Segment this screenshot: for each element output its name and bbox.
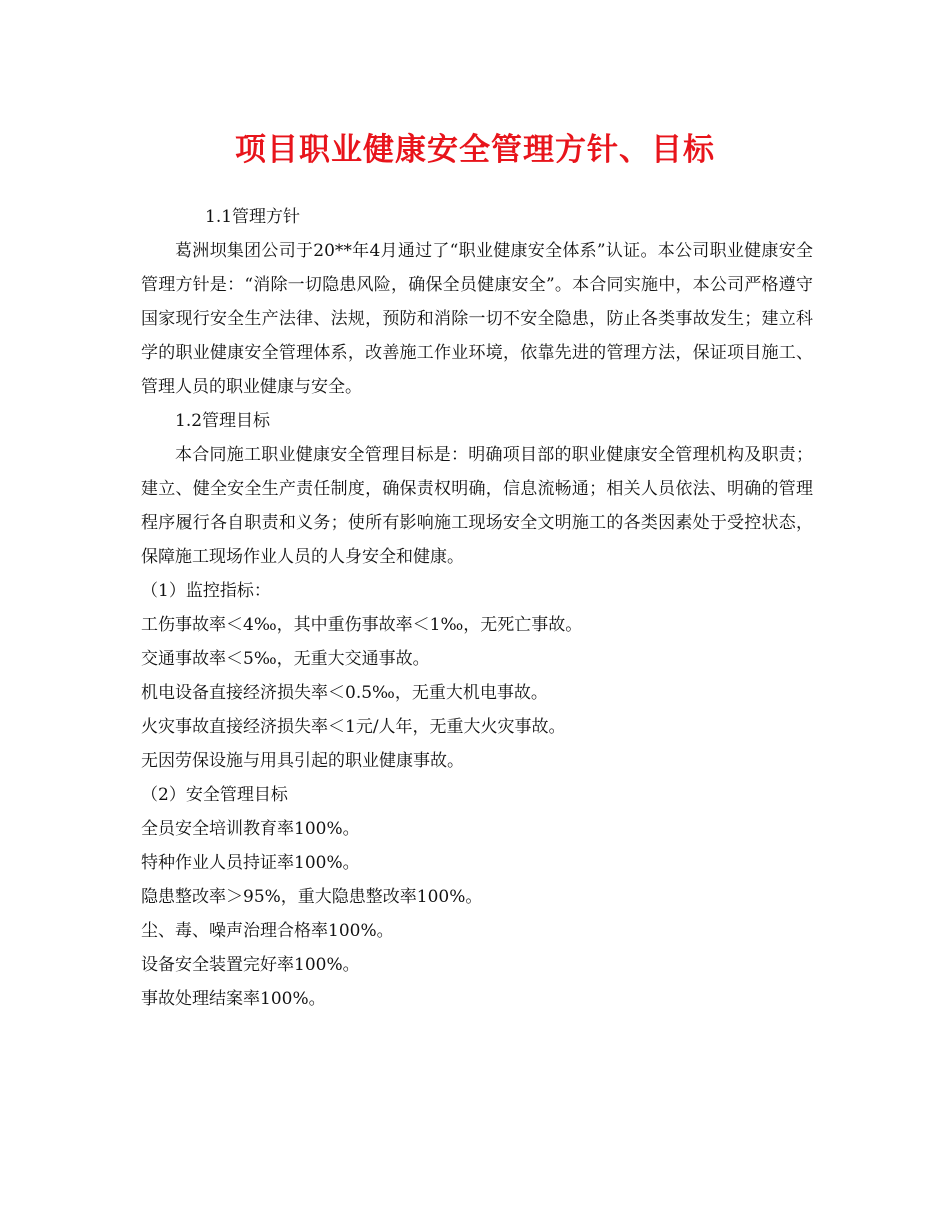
safety-targets-heading: （2）安全管理目标 — [141, 785, 288, 805]
safety-target-item: 全员安全培训教育率100%。 — [141, 819, 360, 839]
monitoring-item: 工伤事故率＜4‰，其中重伤事故率＜1‰，无死亡事故。 — [141, 615, 583, 635]
document-title: 项目职业健康安全管理方针、目标 — [235, 132, 715, 168]
safety-target-item: 隐患整改率＞95%，重大隐患整改率100%。 — [141, 887, 483, 907]
section-heading-1-1: 1.1管理方针 — [205, 207, 301, 227]
monitoring-item: 火灾事故直接经济损失率＜1元/人年，无重大火灾事故。 — [141, 717, 566, 737]
safety-target-item: 特种作业人员持证率100%。 — [141, 853, 360, 873]
section-1-2-paragraph: 本合同施工职业健康安全管理目标是：明确项目部的职业健康安全管理机构及职责；建立、健全安全生产责任制度，确保责权明确，信息流畅通；相关人员依法、明确的管理程序履行各自职责和义务；使所有影响施工现场安全文明施工的各类因素处于受控状态，保障施工现场作业人员的人身安全和健康。 — [141, 445, 813, 567]
monitoring-item: 交通事故率＜5‰，无重大交通事故。 — [141, 649, 430, 669]
monitoring-item: 机电设备直接经济损失率＜0.5‰，无重大机电事故。 — [141, 683, 548, 703]
safety-target-item: 事故处理结案率100%。 — [141, 989, 326, 1009]
safety-target-item: 尘、毒、噪声治理合格率100%。 — [141, 921, 394, 941]
section-heading-1-2: 1.2管理目标 — [175, 411, 271, 431]
section-1-1-paragraph: 葛洲坝集团公司于20**年4月通过了“职业健康安全体系”认证。本公司职业健康安全管理方针是：“消除一切隐患风险，确保全员健康安全”。本合同实施中，本公司严格遵守国家现行安全生产法律、法规，预防和消除一切不安全隐患，防止各类事故发生；建立科学的职业健康安全管理体系，改善施工作业环境，依靠先进的管理方法，保证项目施工、管理人员的职业健康与安全。 — [141, 241, 813, 397]
monitoring-heading: （1）监控指标： — [141, 581, 271, 601]
safety-target-item: 设备安全装置完好率100%。 — [141, 955, 360, 975]
monitoring-item: 无因劳保设施与用具引起的职业健康事故。 — [141, 751, 464, 771]
document-body — [141, 200, 813, 1016]
